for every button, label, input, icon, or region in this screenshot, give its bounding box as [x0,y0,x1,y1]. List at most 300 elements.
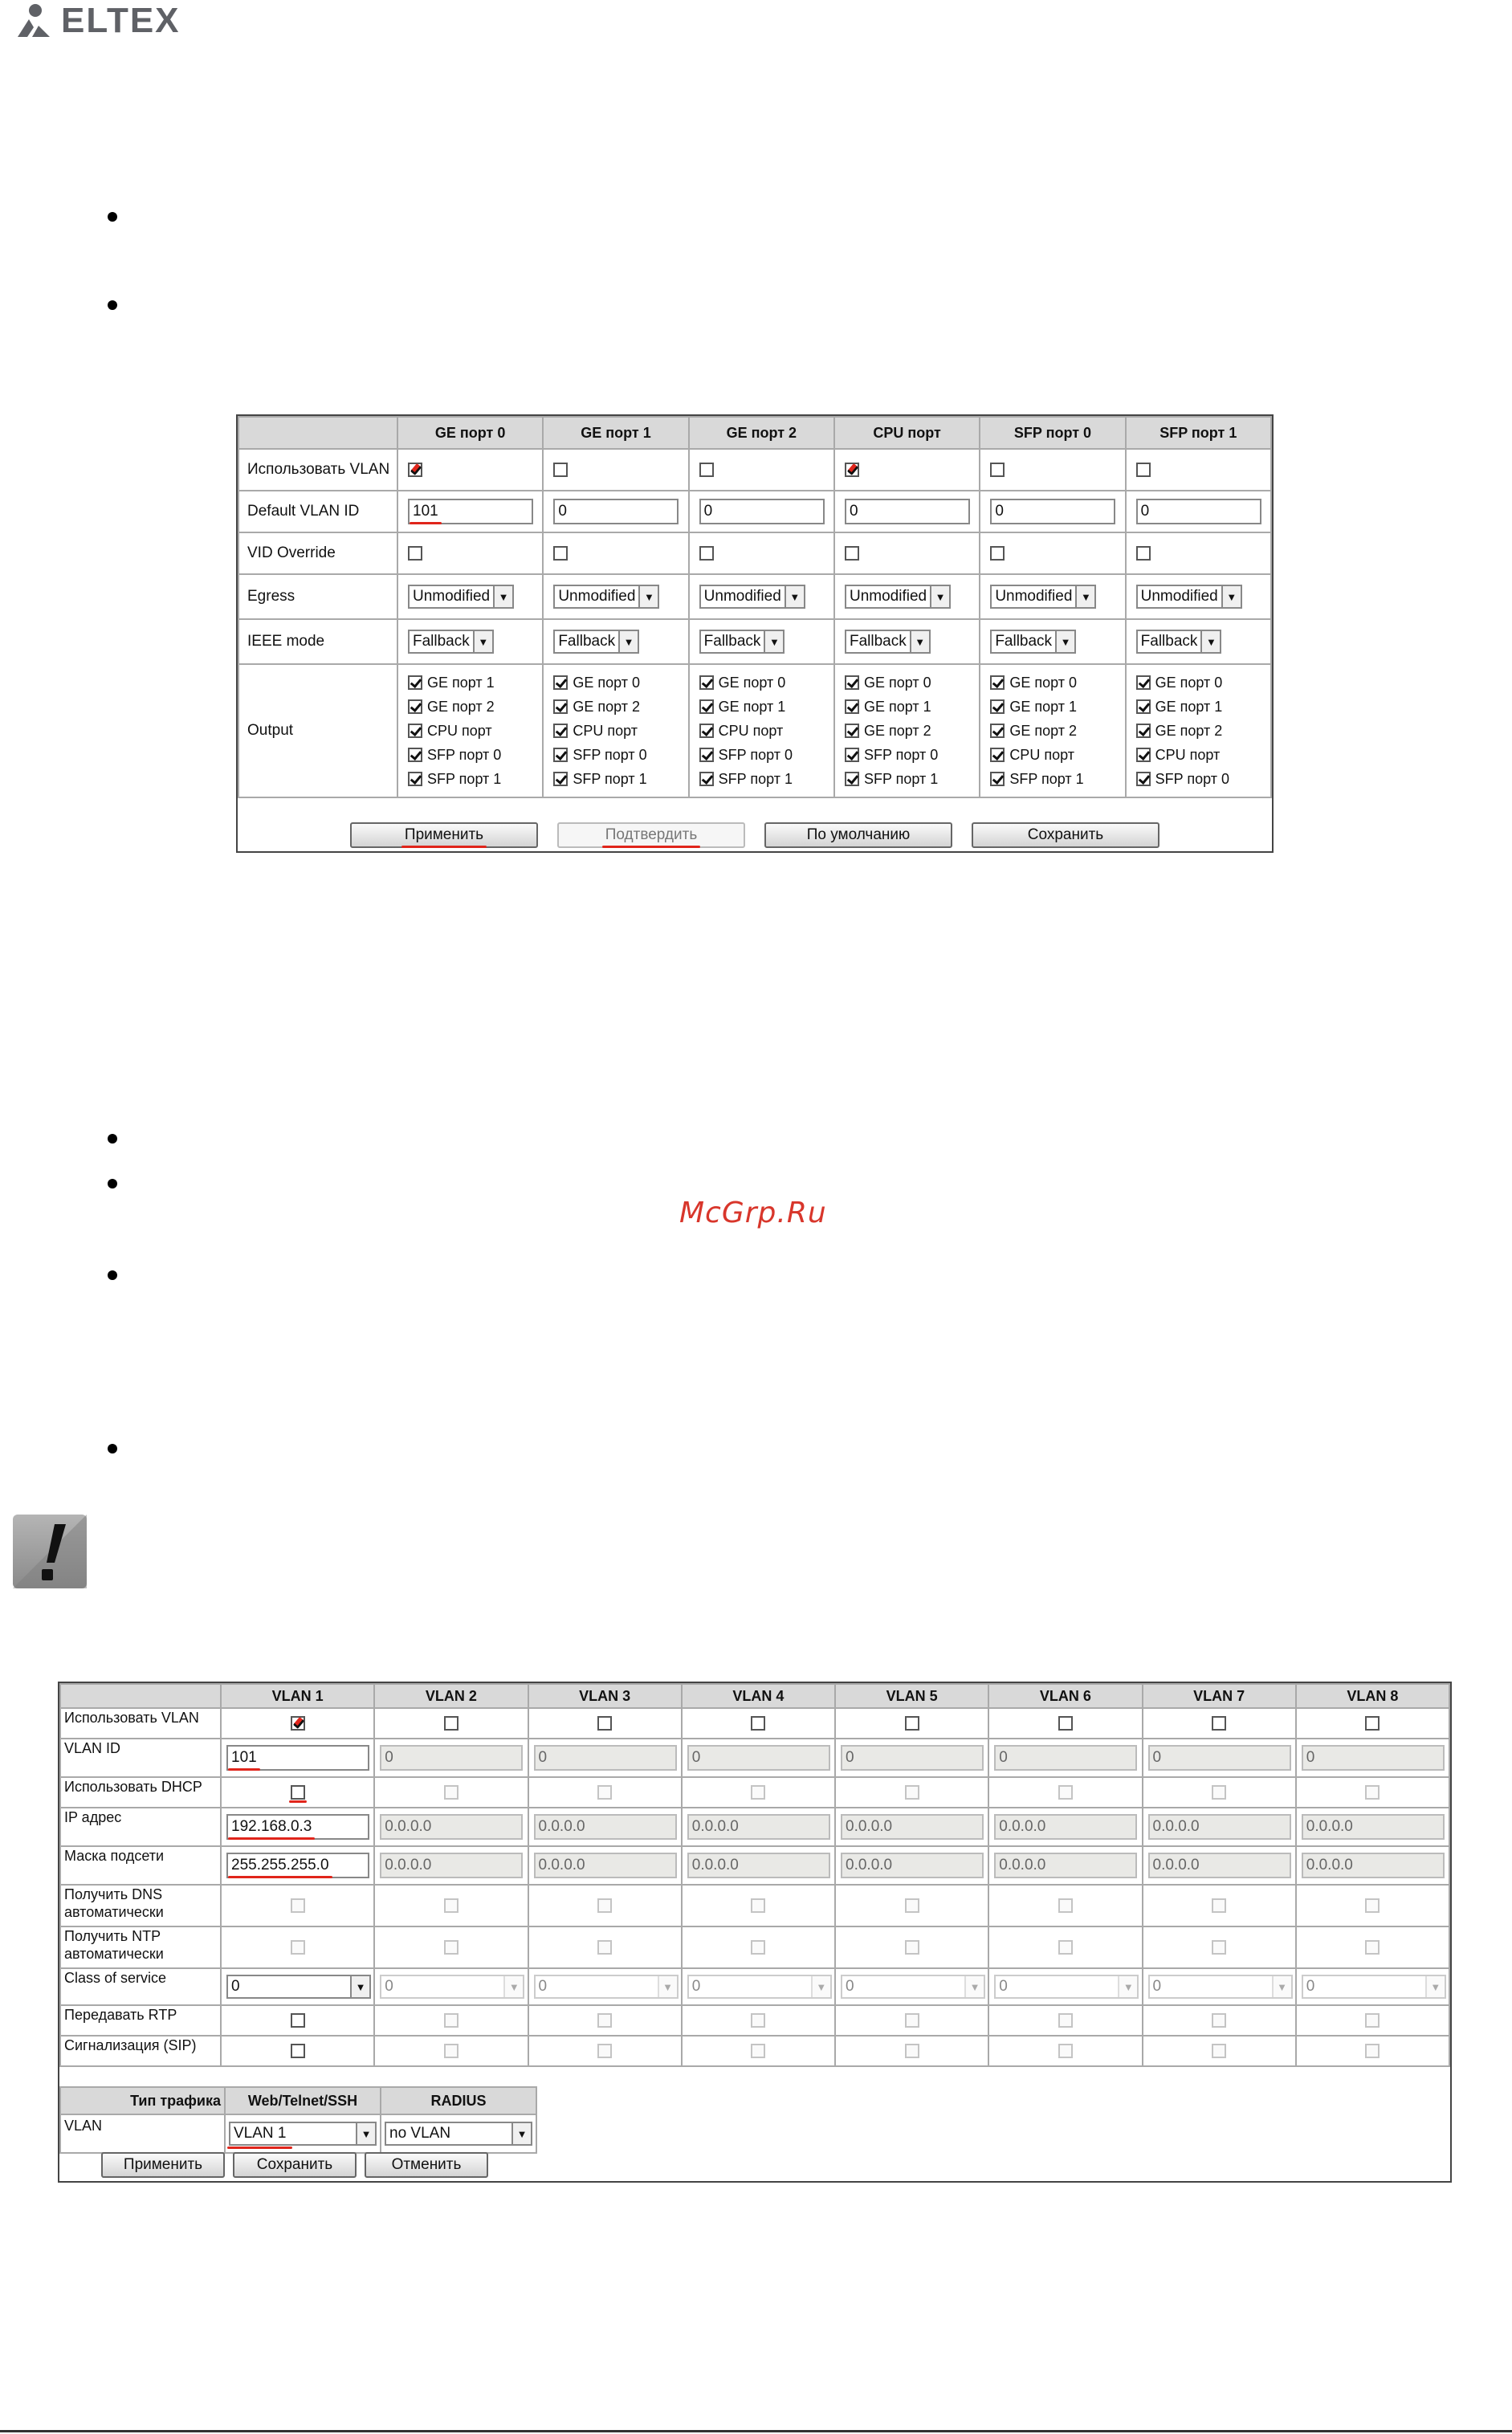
sip-signaling-checkbox[interactable] [1212,2044,1226,2058]
select-value: Unmodified [558,588,636,605]
output-port-item[interactable] [845,767,979,791]
output-port-item[interactable] [553,719,687,743]
eltex-logo-text: ELTEX [61,1,181,40]
output-port-item[interactable] [408,695,542,719]
get-ntp-checkbox[interactable] [291,1940,305,1955]
cos-select[interactable] [994,1975,1139,1999]
output-port-label: SFP порт 1 [863,770,939,787]
output-port-checkbox[interactable] [845,724,859,738]
ip-input[interactable]: 0.0.0.0 [380,1814,523,1840]
get-dns-checkbox[interactable] [905,1898,919,1913]
output-port-checkbox[interactable] [408,675,422,690]
page-bottom-rule [0,2430,1512,2432]
output-port-checkbox[interactable] [845,748,859,762]
use-vlan-checkbox[interactable] [990,463,1005,477]
ieee-mode-select[interactable] [845,630,931,654]
output-port-item[interactable] [845,743,979,767]
row-vlan-id [60,1739,1449,1777]
button-label: Применить [404,826,484,843]
output-port-label: GE порт 1 [1155,698,1223,715]
chevron-down-icon: ▼ [1055,631,1074,652]
default-vlan-id-input[interactable] [408,499,533,524]
column-header: VLAN 7 [1143,1684,1296,1708]
output-port-label: GE порт 1 [1009,698,1077,715]
select-value: 0 [385,1978,393,1995]
row-label: VLAN [60,2114,225,2153]
output-port-list [408,671,542,791]
vlan-id-input[interactable]: 0 [687,1745,830,1771]
select-value: Fallback [558,633,616,650]
use-dhcp-checkbox[interactable] [905,1785,919,1800]
select-value: 0 [538,1978,548,1995]
use-dhcp-checkbox[interactable] [1058,1785,1073,1800]
column-header: VLAN 8 [1296,1684,1449,1708]
input-value: 192.168.0.3 [231,1818,312,1835]
chevron-down-icon: ▼ [1075,586,1094,607]
ieee-mode-select[interactable] [699,630,785,654]
row-rtp [60,2005,1449,2036]
row-mask [60,1846,1449,1885]
use-vlan-checkbox[interactable] [597,1716,612,1731]
sip-signaling-checkbox[interactable] [905,2044,919,2058]
output-port-checkbox[interactable] [699,699,714,714]
use-dhcp-checkbox[interactable] [751,1785,765,1800]
row-label: Egress [238,574,397,619]
ip-input[interactable]: 0.0.0.0 [1302,1814,1445,1840]
use-vlan-checkbox[interactable] [699,463,714,477]
output-port-item[interactable] [990,743,1124,767]
output-port-item[interactable] [699,695,833,719]
row-label: Использовать VLAN [60,1708,221,1739]
chevron-down-icon: ▼ [930,586,949,607]
select-value: no VLAN [389,2125,451,2142]
get-dns-checkbox[interactable] [751,1898,765,1913]
row-use-vlan [238,449,1271,491]
output-port-label: CPU порт [1155,746,1221,763]
ip-input[interactable]: 0.0.0.0 [994,1814,1137,1840]
use-vlan-checkbox[interactable] [291,1716,305,1731]
traffic-vlan-section [59,2086,537,2154]
row-label: Получить DNS автоматически [60,1885,221,1926]
row-sip [60,2036,1449,2066]
mask-input[interactable] [226,1853,369,1878]
output-port-checkbox[interactable] [1136,772,1151,786]
send-rtp-checkbox[interactable] [751,2013,765,2028]
use-dhcp-checkbox[interactable] [1212,1785,1226,1800]
column-header: VLAN 3 [528,1684,682,1708]
use-dhcp-checkbox[interactable] [291,1785,305,1800]
output-port-item[interactable] [408,671,542,695]
output-port-item[interactable] [1136,671,1270,695]
row-label: Маска подсети [60,1846,221,1885]
get-dns-checkbox[interactable] [1212,1898,1226,1913]
bullet [108,1179,117,1188]
column-header: VLAN 2 [374,1684,528,1708]
output-port-checkbox[interactable] [553,724,568,738]
row-label: Сигнализация (SIP) [60,2036,221,2066]
output-port-checkbox[interactable] [1136,699,1151,714]
send-rtp-checkbox[interactable] [597,2013,612,2028]
get-dns-checkbox[interactable] [291,1898,305,1913]
vlan-id-input[interactable]: 0 [380,1745,523,1771]
output-port-label: SFP порт 0 [427,746,502,763]
output-port-item[interactable] [699,719,833,743]
cos-select[interactable] [1302,1975,1446,1999]
select-value: VLAN 1 [230,2123,289,2144]
vid-override-checkbox[interactable] [553,546,568,561]
column-header: GE порт 1 [543,417,688,449]
use-vlan-checkbox[interactable] [905,1716,919,1731]
get-ntp-checkbox[interactable] [444,1940,458,1955]
row-label: VID Override [238,532,397,574]
vlan-id-input[interactable]: 0 [534,1745,677,1771]
vlan-id-input[interactable]: 0 [1148,1745,1291,1771]
output-port-item[interactable] [845,719,979,743]
warning-icon [11,1513,88,1590]
output-port-item[interactable] [990,719,1124,743]
row-label: Использовать DHCP [60,1777,221,1808]
get-ntp-checkbox[interactable] [751,1940,765,1955]
vid-override-checkbox[interactable] [845,546,859,561]
mask-input[interactable]: 0.0.0.0 [534,1853,677,1878]
output-port-item[interactable] [1136,695,1270,719]
radius-vlan-select[interactable] [385,2122,532,2146]
save-button[interactable]: Сохранить [972,822,1159,848]
vlan-id-input[interactable]: 0 [841,1745,984,1771]
chevron-down-icon: ▼ [350,1976,369,1997]
sip-signaling-checkbox[interactable] [1365,2044,1380,2058]
row-vid-override [238,532,1271,574]
output-port-item[interactable] [990,767,1124,791]
use-vlan-checkbox[interactable] [1136,463,1151,477]
output-port-label: GE порт 0 [1155,674,1223,691]
sip-signaling-checkbox[interactable] [291,2044,305,2058]
output-port-label: SFP порт 1 [718,770,793,787]
output-port-checkbox[interactable] [1136,748,1151,762]
default-vlan-id-input[interactable]: 0 [1136,499,1261,524]
output-port-checkbox[interactable] [990,699,1005,714]
egress-select[interactable] [1136,585,1242,609]
output-port-label: GE порт 0 [718,674,786,691]
output-port-item[interactable] [408,767,542,791]
use-vlan-checkbox[interactable] [1212,1716,1226,1731]
apply-button[interactable] [350,822,538,848]
output-port-item[interactable] [1136,719,1270,743]
select-value: 0 [999,1978,1008,1995]
use-dhcp-checkbox[interactable] [444,1785,458,1800]
get-ntp-checkbox[interactable] [1212,1940,1226,1955]
output-port-label: SFP порт 0 [863,746,939,763]
output-port-label: SFP порт 0 [1155,770,1229,787]
chevron-down-icon: ▼ [1221,586,1241,607]
mask-input[interactable]: 0.0.0.0 [687,1853,830,1878]
output-port-label: CPU порт [573,722,638,739]
eltex-logo-icon [14,3,55,39]
egress-select[interactable] [990,585,1096,609]
use-vlan-checkbox[interactable] [751,1716,765,1731]
use-vlan-checkbox[interactable] [845,463,859,477]
egress-select[interactable] [699,585,805,609]
output-port-label: GE порт 1 [718,698,786,715]
bullet [108,1270,117,1280]
select-value: Fallback [413,633,470,650]
ip-input[interactable]: 0.0.0.0 [687,1814,830,1840]
output-port-checkbox[interactable] [845,772,859,786]
egress-select[interactable] [553,585,659,609]
mask-input[interactable]: 0.0.0.0 [1148,1853,1291,1878]
output-port-checkbox[interactable] [408,699,422,714]
chevron-down-icon: ▼ [964,1976,984,1997]
header-empty [238,417,397,449]
cos-select[interactable] [841,1975,985,1999]
send-rtp-checkbox[interactable] [905,2013,919,2028]
output-port-checkbox[interactable] [1136,724,1151,738]
mask-input[interactable]: 0.0.0.0 [1302,1853,1445,1878]
select-value: 0 [1306,1978,1315,1995]
cos-select[interactable] [380,1975,524,1999]
vid-override-checkbox[interactable] [1136,546,1151,561]
header-empty [60,1684,221,1708]
port-vlan-settings-panel [236,414,1274,853]
vid-override-checkbox[interactable] [699,546,714,561]
mask-input[interactable]: 0.0.0.0 [994,1853,1137,1878]
table-header-row [60,1684,1449,1708]
row-ntp [60,1926,1449,1968]
egress-select[interactable] [845,585,951,609]
use-vlan-checkbox[interactable] [553,463,568,477]
bullet [108,300,117,310]
default-button[interactable]: По умолчанию [764,822,952,848]
output-port-item[interactable] [699,767,833,791]
output-port-checkbox[interactable] [990,724,1005,738]
output-port-label: GE порт 2 [1155,722,1223,739]
get-ntp-checkbox[interactable] [1365,1940,1380,1955]
row-label: IP адрес [60,1808,221,1846]
bullet [108,1444,117,1453]
use-dhcp-checkbox[interactable] [1365,1785,1380,1800]
ip-input[interactable] [226,1814,369,1840]
output-port-checkbox[interactable] [553,699,568,714]
select-value: Unmodified [413,588,491,605]
default-vlan-id-input[interactable]: 0 [845,499,970,524]
vid-override-checkbox[interactable] [990,546,1005,561]
output-port-item[interactable] [408,719,542,743]
output-port-label: GE порт 2 [573,698,640,715]
select-value: Unmodified [703,588,781,605]
cancel-button[interactable]: Отменить [365,2152,488,2178]
output-port-label: CPU порт [718,722,784,739]
ieee-mode-select[interactable] [408,630,494,654]
output-port-checkbox[interactable] [553,772,568,786]
cos-select[interactable] [687,1975,832,1999]
row-default-vlan-id [238,491,1271,532]
output-port-label: GE порт 0 [1009,674,1077,691]
use-dhcp-checkbox[interactable] [597,1785,612,1800]
use-vlan-checkbox[interactable] [1058,1716,1073,1731]
output-port-label: SFP порт 1 [1009,770,1084,787]
get-dns-checkbox[interactable] [597,1898,612,1913]
output-port-item[interactable] [553,671,687,695]
get-ntp-checkbox[interactable] [597,1940,612,1955]
row-label: Получить NTP автоматически [60,1926,221,1968]
output-port-item[interactable] [1136,743,1270,767]
output-port-label: GE порт 0 [863,674,931,691]
output-port-checkbox[interactable] [408,748,422,762]
column-header: VLAN 4 [682,1684,835,1708]
output-port-item[interactable] [699,743,833,767]
get-dns-checkbox[interactable] [1365,1898,1380,1913]
output-port-label: SFP порт 1 [427,770,502,787]
output-port-list [1136,671,1270,791]
row-output [238,664,1271,797]
get-dns-checkbox[interactable] [444,1898,458,1913]
web-vlan-select[interactable] [229,2122,377,2146]
select-value: 0 [691,1978,701,1995]
row-ip [60,1808,1449,1846]
watermark: McGrp.Ru [679,1197,827,1229]
output-port-item[interactable] [699,671,833,695]
output-port-checkbox[interactable] [699,748,714,762]
default-vlan-id-input[interactable]: 0 [699,499,825,524]
output-port-label: SFP порт 0 [718,746,793,763]
output-port-item[interactable] [553,695,687,719]
sip-signaling-checkbox[interactable] [444,2044,458,2058]
apply-button[interactable]: Применить [101,2152,225,2178]
output-port-item[interactable] [845,695,979,719]
select-value: Unmodified [1140,588,1218,605]
send-rtp-checkbox[interactable] [1058,2013,1073,2028]
bullet [108,212,117,222]
chevron-down-icon: ▼ [1118,1976,1137,1997]
get-ntp-checkbox[interactable] [1058,1940,1073,1955]
output-port-label: GE порт 2 [1009,722,1077,739]
cos-select[interactable] [226,1975,371,1999]
confirm-button[interactable] [557,822,745,848]
vlan-id-input[interactable]: 0 [994,1745,1137,1771]
table1-buttons [350,822,1159,848]
output-port-list [699,671,833,791]
chevron-down-icon: ▼ [618,631,638,652]
row-label: Default VLAN ID [238,491,397,532]
ip-input[interactable]: 0.0.0.0 [841,1814,984,1840]
output-port-item[interactable] [553,767,687,791]
column-header: SFP порт 0 [980,417,1125,449]
use-vlan-checkbox[interactable] [1365,1716,1380,1731]
output-port-checkbox[interactable] [408,724,422,738]
row-label: Использовать VLAN [238,449,397,491]
select-value: Fallback [1140,633,1198,650]
table-header-row [60,2087,536,2114]
chevron-down-icon: ▼ [493,586,512,607]
select-value: 0 [846,1978,854,1995]
ip-input[interactable]: 0.0.0.0 [534,1814,677,1840]
use-vlan-checkbox[interactable] [444,1716,458,1731]
mask-input[interactable]: 0.0.0.0 [841,1853,984,1878]
default-vlan-id-input[interactable]: 0 [553,499,679,524]
output-port-item[interactable] [845,671,979,695]
output-port-item[interactable] [990,671,1124,695]
input-value: 101 [231,1749,257,1766]
default-vlan-id-input[interactable]: 0 [990,499,1115,524]
output-port-list [845,671,979,791]
chevron-down-icon: ▼ [503,1976,523,1997]
output-port-checkbox[interactable] [990,748,1005,762]
port-vlan-table [238,416,1272,798]
ip-input[interactable]: 0.0.0.0 [1148,1814,1291,1840]
output-port-item[interactable] [1136,767,1270,791]
egress-select[interactable] [408,585,514,609]
send-rtp-checkbox[interactable] [1365,2013,1380,2028]
row-cos [60,1968,1449,2005]
vlan-id-input[interactable] [226,1745,369,1771]
output-port-item[interactable] [553,743,687,767]
vid-override-checkbox[interactable] [408,546,422,561]
output-port-checkbox[interactable] [553,675,568,690]
chevron-down-icon: ▼ [764,631,783,652]
select-value: Fallback [703,633,761,650]
vlan-id-input[interactable]: 0 [1302,1745,1445,1771]
button-label: Подтвердить [605,826,698,843]
chevron-down-icon: ▼ [638,586,658,607]
get-dns-checkbox[interactable] [1058,1898,1073,1913]
output-port-item[interactable] [408,743,542,767]
column-header: VLAN 1 [221,1684,374,1708]
sip-signaling-checkbox[interactable] [751,2044,765,2058]
output-port-checkbox[interactable] [699,772,714,786]
cos-select[interactable] [1148,1975,1293,1999]
chevron-down-icon: ▼ [511,2123,531,2144]
output-port-checkbox[interactable] [990,675,1005,690]
output-port-label: GE порт 1 [863,698,931,715]
row-traffic-vlan [60,2114,536,2153]
cos-select[interactable] [534,1975,679,1999]
mask-input[interactable]: 0.0.0.0 [380,1853,523,1878]
output-port-checkbox[interactable] [699,724,714,738]
table2-buttons [101,2152,488,2178]
row-ieee-mode [238,619,1271,664]
output-port-checkbox[interactable] [408,772,422,786]
select-value: Fallback [849,633,907,650]
vlan-interfaces-panel [58,1682,1452,2183]
vlan-interfaces-table [59,1683,1450,2067]
ieee-mode-select[interactable] [553,630,639,654]
output-port-item[interactable] [990,695,1124,719]
output-port-checkbox[interactable] [699,675,714,690]
row-label: VLAN ID [60,1739,221,1777]
ieee-mode-select[interactable] [1136,630,1222,654]
send-rtp-checkbox[interactable] [1212,2013,1226,2028]
output-port-checkbox[interactable] [845,699,859,714]
output-port-checkbox[interactable] [990,772,1005,786]
column-header: GE порт 2 [689,417,834,449]
use-vlan-checkbox[interactable] [408,463,422,477]
send-rtp-checkbox[interactable] [444,2013,458,2028]
sip-signaling-checkbox[interactable] [597,2044,612,2058]
ieee-mode-select[interactable] [990,630,1076,654]
send-rtp-checkbox[interactable] [291,2013,305,2028]
get-ntp-checkbox[interactable] [905,1940,919,1955]
select-value: Unmodified [995,588,1073,605]
sip-signaling-checkbox[interactable] [1058,2044,1073,2058]
chevron-down-icon: ▼ [658,1976,677,1997]
select-value: Unmodified [849,588,927,605]
output-port-checkbox[interactable] [845,675,859,690]
output-port-checkbox[interactable] [553,748,568,762]
save-button[interactable]: Сохранить [233,2152,357,2178]
output-port-label: CPU порт [1009,746,1074,763]
column-header: Web/Telnet/SSH [225,2087,381,2114]
output-port-checkbox[interactable] [1136,675,1151,690]
